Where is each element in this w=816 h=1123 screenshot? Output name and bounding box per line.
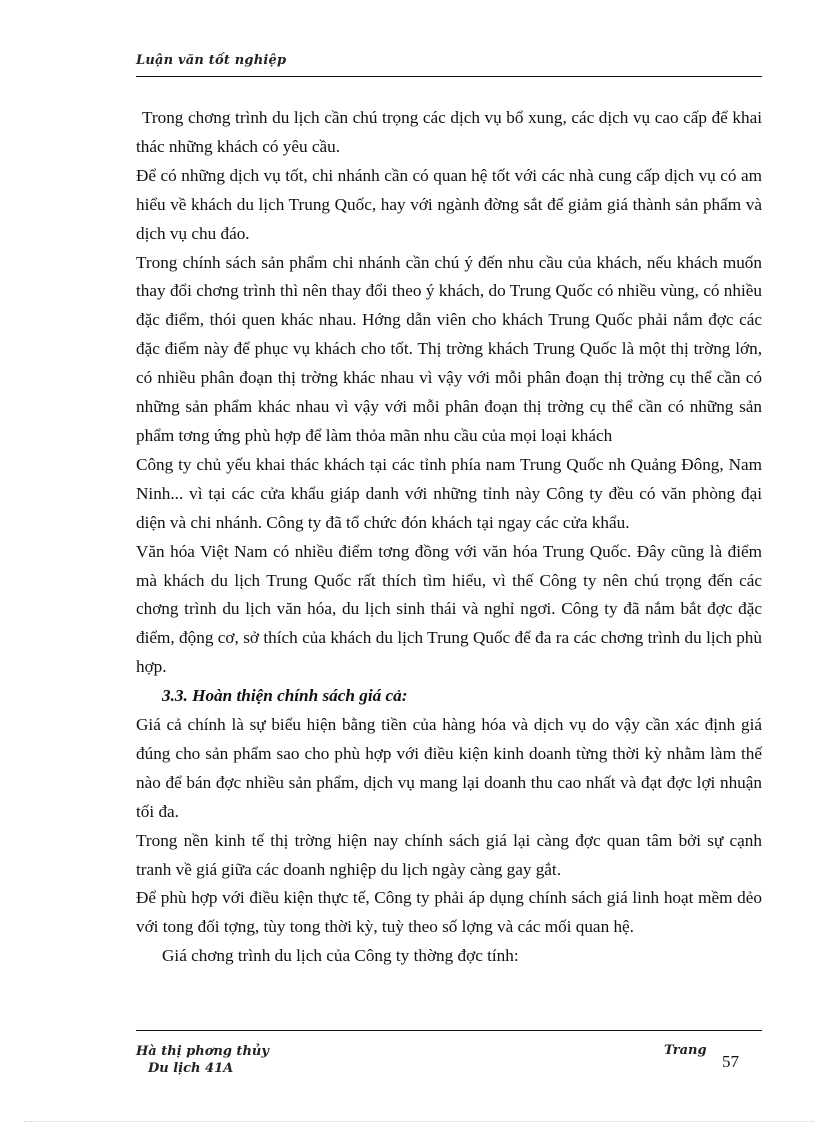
footer-page-label: Trang (664, 1043, 707, 1058)
paragraph: Trong chính sách sản phẩm chi nhánh cần chú ý đến nhu cầu của khách, nếu khách muốn thay đổi chơng trình thì nên thay đổi theo ý khách, do Trung Quốc có nhiều vùng, có nhiều đặc điểm, thói quen khác nhau. Hớng dẫn viên cho khách Trung Quốc phải nắm đợc các đặc điểm này để phục vụ khách cho tốt. Thị trờng khách Trung Quốc là một thị trờng lớn, có nhiều phân đoạn thị trờng khác nhau vì vậy với mỗi phân đoạn thị trờng cụ thể cần có những sản phẩm khác nhau vì vậy với mỗi phân đoạn thị trờng cụ thể cần có những sản phẩm tơng ứng phù hợp để làm thỏa mãn nhu cầu của mọi loại khách (136, 252, 762, 445)
paragraph: Văn hóa Việt Nam có nhiều điểm tơng đồng với văn hóa Trung Quốc. Đây cũng là điểm mà khách du lịch Trung Quốc rất thích tìm hiểu, vì thế Công ty nên chú trọng đến các chơng trình du lịch văn hóa, du lịch sinh thái và nghỉ ngơi. Công ty đã nắm bắt đợc đặc điểm, động cơ, sở thích của khách du lịch Trung Quốc để đa ra các chơng trình du lịch phù hợp. (136, 541, 762, 677)
header-divider (136, 76, 762, 77)
paragraph: Để có những dịch vụ tốt, chi nhánh cần có quan hệ tốt với các nhà cung cấp dịch vụ có am hiểu về khách du lịch Trung Quốc, hay với ngành đờng sắt để giảm giá thành sản phẩm và dịch vụ chu đáo. (136, 165, 762, 243)
paragraph: Trong nền kinh tế thị trờng hiện nay chính sách giá lại càng đợc quan tâm bởi sự cạnh tranh về giá giữa các doanh nghiệp du lịch ngày càng gay gắt. (136, 830, 762, 879)
page-edge-divider (24, 1121, 814, 1122)
section-heading: 3.3. Hoàn thiện chính sách giá cả: (162, 686, 408, 706)
paragraph: Giá cả chính là sự biểu hiện bằng tiền của hàng hóa và dịch vụ do vậy cần xác định giá đúng cho sản phẩm sao cho phù hợp với điều kiện kinh doanh từng thời kỳ nhằm làm thế nào để bán đợc nhiều sản phẩm, dịch vụ mang lại doanh thu cao nhất và đạt đợc lợi nhuận tối đa. (136, 715, 762, 821)
footer-divider (136, 1030, 762, 1031)
paragraph: Trong chơng trình du lịch cần chú trọng các dịch vụ bổ xung, các dịch vụ cao cấp để khai thác những khách có yêu cầu. (136, 108, 762, 156)
footer-author: Hà thị phơng thủy (136, 1044, 269, 1059)
paragraph: Công ty chủ yếu khai thác khách tại các tỉnh phía nam Trung Quốc nh Quảng Đông, Nam Ninh... vì tại các cửa khẩu giáp danh với những tỉnh này Công ty đều có văn phòng đại diện và chi nhánh. Công ty đã tổ chức đón khách tại ngay các cửa khẩu. (136, 454, 762, 532)
paragraph: Để phù hợp với điều kiện thực tế, Công ty phải áp dụng chính sách giá linh hoạt mềm dẻo với tong đối tợng, tùy tong thời kỳ, tuỳ theo số lợng và các mối quan hệ. (136, 888, 762, 937)
footer-class: Du lịch 41A (148, 1061, 234, 1076)
page-number: 57 (722, 1052, 739, 1071)
paragraph: Giá chơng trình du lịch của Công ty thờng đợc tính: (162, 946, 519, 966)
body-text (136, 104, 762, 971)
running-header-title: Luận văn tốt nghiệp (136, 53, 287, 68)
footer-author-block (136, 1043, 269, 1077)
